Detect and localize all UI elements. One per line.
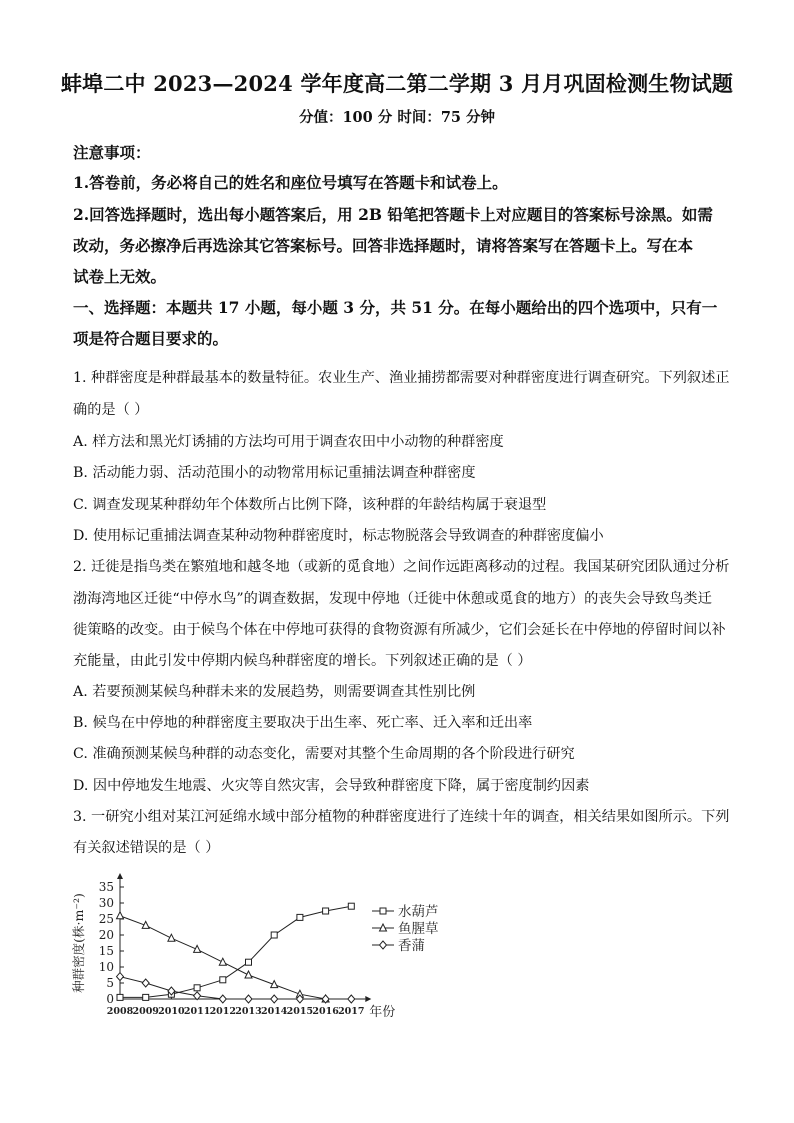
legend-marker [380, 908, 386, 914]
q1-option-a: A. 样方法和黑光灯诱捕的方法均可用于调查农田中小动物的种群密度 [73, 434, 504, 450]
x-tick-label: 2015 [286, 1006, 314, 1017]
data-point [117, 994, 123, 1000]
data-point [142, 979, 149, 987]
legend-label: 香蒲 [398, 938, 425, 954]
x-tick-label: 2014 [260, 1006, 288, 1017]
notes-line-1: 1.答卷前，务必将自己的姓名和座位号填写在答题卡和试卷上。 [73, 173, 508, 192]
x-axis-label: 年份 [369, 1005, 396, 1020]
data-point [117, 973, 124, 981]
y-axis-arrow [117, 873, 123, 879]
data-point [348, 995, 355, 1003]
series-line-3 [120, 977, 351, 999]
population-density-chart [66, 866, 466, 1026]
legend-label: 水葫芦 [398, 904, 439, 920]
notes-line-3: 改动，务必擦净后再选涂其它答案标号。回答非选择题时，请将答案写在答题卡上。写在本 [73, 236, 694, 255]
q2-option-c: C. 准确预测某候鸟种群的动态变化，需要对其整个生命周期的各个阶段进行研究 [73, 746, 575, 762]
data-point [348, 903, 354, 909]
q1-stem-line-2: 确的是（ ） [73, 402, 149, 418]
x-tick-label: 2011 [183, 1006, 211, 1017]
y-axis-label: 种群密度(株·m⁻²) [71, 893, 86, 993]
data-point [297, 914, 303, 920]
data-point [220, 977, 226, 983]
section-heading-cont: 项是符合题目要求的。 [73, 329, 229, 348]
data-point [194, 945, 201, 952]
notes-heading: 注意事项： [73, 143, 151, 162]
data-point [271, 995, 278, 1003]
data-point [271, 932, 277, 938]
x-tick-label: 2013 [235, 1006, 262, 1017]
y-tick-label: 15 [98, 944, 114, 958]
legend-marker [380, 941, 387, 949]
y-tick-label: 0 [106, 992, 114, 1006]
data-point [117, 912, 124, 919]
data-point [245, 995, 252, 1003]
q1-option-c: C. 调查发现某种群幼年个体数所占比例下降，该种群的年龄结构属于衰退型 [73, 497, 547, 513]
notes-line-4: 试卷上无效。 [73, 267, 167, 286]
x-tick-label: 2008 [106, 1006, 134, 1017]
q2-option-a: A. 若要预测某候鸟种群未来的发展趋势，则需要调查其性别比例 [73, 684, 476, 700]
data-point [219, 995, 226, 1003]
data-point [143, 994, 149, 1000]
x-tick-label: 2017 [338, 1006, 365, 1017]
q2-stem-line-1: 2. 迁徙是指鸟类在繁殖地和越冬地（或新的觅食地）之间作远距离移动的过程。我国某研究团队通过分析 [73, 559, 730, 575]
x-axis-arrow [365, 996, 371, 1002]
notes-line-2: 2.回答选择题时，选出每小题答案后，用 2B 铅笔把答题卡上对应题目的答案标号涂黑。如需 [73, 205, 713, 224]
section-heading: 一、选择题：本题共 17 小题，每小题 3 分，共 51 分。在每小题给出的四个选项中，只有一 [73, 298, 718, 317]
x-tick-label: 2009 [132, 1006, 159, 1017]
x-tick-label: 2012 [209, 1006, 237, 1017]
data-point [168, 934, 175, 941]
q1-option-b: B. 活动能力弱、活动范围小的动物常用标记重捕法调查种群密度 [73, 465, 476, 481]
q1-option-d: D. 使用标记重捕法调查某种动物种群密度时，标志物脱落会导致调查的种群密度偏小 [73, 528, 604, 544]
q1-stem-line-1: 1. 种群密度是种群最基本的数量特征。农业生产、渔业捕捞都需要对种群密度进行调查研究。下列叙述正 [73, 370, 730, 386]
score-time-line: 分值：100 分 时间：75 分钟 [298, 109, 496, 126]
series-line-1 [120, 906, 351, 997]
data-point [246, 959, 252, 965]
y-tick-label: 20 [98, 928, 114, 942]
data-point [323, 908, 329, 914]
y-tick-label: 5 [106, 976, 114, 990]
q2-stem-line-3: 徙策略的改变。由于候鸟个体在中停地可获得的食物资源有所减少，它们会延长在中停地的停留时间以补 [73, 622, 726, 638]
y-tick-label: 35 [98, 880, 114, 894]
q3-stem-line-1: 3. 一研究小组对某江河延绵水域中部分植物的种群密度进行了连续十年的调查，相关结果如图所示。下列 [73, 809, 730, 825]
y-tick-label: 25 [98, 912, 114, 926]
legend-label: 鱼腥草 [398, 921, 439, 937]
q2-stem-line-2: 渤海湾地区迁徙“中停水鸟”的调查数据，发现中停地（迁徙中休憩或觅食的地方）的丧失会导致鸟类迁 [73, 591, 712, 607]
x-tick-label: 2010 [158, 1006, 185, 1017]
y-tick-label: 10 [98, 960, 114, 974]
page-title: 蚌埠二中 2023—2024 学年度高二第二学期 3 月月巩固检测生物试题 [60, 71, 734, 96]
q2-option-b: B. 候鸟在中停地的种群密度主要取决于出生率、死亡率、迁入率和迁出率 [73, 715, 533, 731]
q2-option-d: D. 因中停地发生地震、火灾等自然灾害，会导致种群密度下降，属于密度制约因素 [73, 778, 590, 794]
x-tick-label: 2016 [312, 1006, 339, 1017]
q2-stem-line-4: 充能量，由此引发中停期内候鸟种群密度的增长。下列叙述正确的是（ ） [73, 653, 532, 669]
y-tick-label: 30 [98, 896, 114, 910]
data-point [219, 958, 226, 965]
data-point [245, 971, 252, 978]
data-point [194, 985, 200, 991]
q3-stem-line-2: 有关叙述错误的是（ ） [73, 840, 220, 856]
